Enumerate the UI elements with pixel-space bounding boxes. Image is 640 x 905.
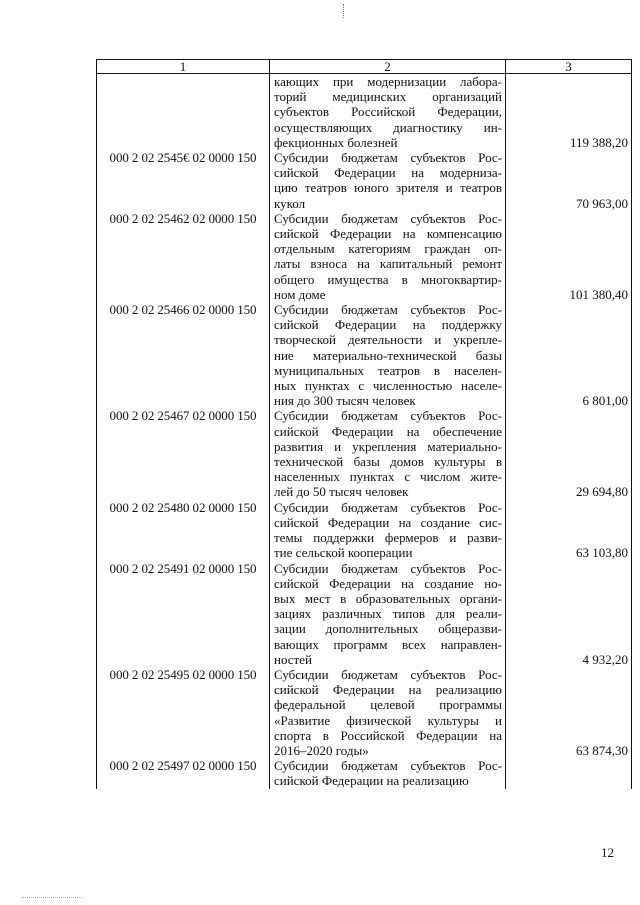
table-row xyxy=(97,74,632,151)
description-line: зации дополнительных общеразви- xyxy=(274,621,502,637)
description-line: 2016–2020 годы» xyxy=(274,742,369,758)
description-line: цию театров юного зрителя и театров xyxy=(274,180,502,196)
table-row xyxy=(97,758,632,788)
description-line: сийской Федерации на создание сис- xyxy=(274,514,502,530)
description-line: ном доме xyxy=(274,286,326,302)
row-amount: 70 963,00 xyxy=(506,150,632,211)
description-line: осуществляющих диагностику ин- xyxy=(274,119,502,135)
row-description xyxy=(270,561,506,667)
row-code: 000 2 02 25480 02 0000 150 xyxy=(97,500,270,561)
row-description xyxy=(270,150,506,211)
description-line: вых мест в образовательных органи- xyxy=(274,590,502,606)
table-row xyxy=(97,408,632,499)
description-line: федеральной целевой программы xyxy=(274,697,502,713)
description-line: фекционных болезней xyxy=(274,134,398,150)
description-line: Субсидии бюджетам субъектов Рос- xyxy=(274,302,502,318)
row-amount: 63 103,80 xyxy=(506,500,632,561)
description-line: лей до 50 тысяч человек xyxy=(274,484,409,500)
description-line: ние материально-технической базы xyxy=(274,347,502,363)
description-line: сийской Федерации на создание но- xyxy=(274,575,502,591)
row-amount: 101 380,40 xyxy=(506,211,632,302)
row-description xyxy=(270,302,506,408)
description-line: спорта в Российской Федерации на xyxy=(274,727,502,743)
description-line: сийской Федерации на обеспечение xyxy=(274,423,502,439)
row-description xyxy=(270,74,506,151)
row-code: 000 2 02 25462 02 0000 150 xyxy=(97,211,270,302)
description-line: темы поддержки фермеров и разви- xyxy=(274,530,502,546)
table-row xyxy=(97,500,632,561)
row-amount: 29 694,80 xyxy=(506,408,632,499)
row-description xyxy=(270,211,506,302)
description-line: ных пунктах с численностью населе- xyxy=(274,378,502,394)
row-code: 000 2 02 25497 02 0000 150 xyxy=(97,758,270,788)
description-line: Субсидии бюджетам субъектов Рос- xyxy=(274,210,502,226)
description-line: технической базы домов культуры в xyxy=(274,454,502,470)
row-amount: 4 932,20 xyxy=(506,561,632,667)
description-line: кающих при модернизации лабора- xyxy=(274,74,502,89)
description-line: латы взноса на капитальный ремонт xyxy=(274,256,502,272)
description-line: развития и укрепления материально- xyxy=(274,438,502,454)
table-header-row xyxy=(97,60,632,74)
description-line: сийской Федерации на компенсацию xyxy=(274,226,502,242)
description-line: торий медицинских организаций xyxy=(274,89,502,105)
description-line: кукол xyxy=(274,195,306,211)
scan-mark xyxy=(343,4,345,18)
description-line: Субсидии бюджетам субъектов Рос- xyxy=(274,150,502,166)
description-line: Субсидии бюджетам субъектов Рос- xyxy=(274,666,502,682)
description-line: ностей xyxy=(274,651,312,667)
row-amount xyxy=(506,758,632,788)
table-row xyxy=(97,150,632,211)
column-header-amount: 3 xyxy=(506,60,632,74)
row-amount: 6 801,00 xyxy=(506,302,632,408)
description-line: зациях различных типов для реали- xyxy=(274,606,502,622)
description-line: населенных пунктах с числом жите- xyxy=(274,469,502,485)
description-line: творческой деятельности и укрепле- xyxy=(274,332,502,348)
description-line: Субсидии бюджетам субъектов Рос- xyxy=(274,499,502,515)
row-code: 000 2 02 25491 02 0000 150 xyxy=(97,561,270,667)
description-line: сийской Федерации на реализацию xyxy=(274,682,502,698)
description-line: Субсидии бюджетам субъектов Рос- xyxy=(274,758,502,774)
description-line: муниципальных театров в населен- xyxy=(274,362,502,378)
row-description xyxy=(270,667,506,758)
table-row xyxy=(97,561,632,667)
row-code: 000 2 02 25495 02 0000 150 xyxy=(97,667,270,758)
row-description xyxy=(270,408,506,499)
description-line: Субсидии бюджетам субъектов Рос- xyxy=(274,408,502,424)
description-line: Субсидии бюджетам субъектов Рос- xyxy=(274,560,502,576)
column-header-code: 1 xyxy=(97,60,270,74)
budget-revenue-table xyxy=(96,59,632,789)
row-code: 000 2 02 25467 02 0000 150 xyxy=(97,408,270,499)
description-line: ния до 300 тысяч человек xyxy=(274,393,416,409)
row-amount: 63 874,30 xyxy=(506,667,632,758)
column-header-description: 2 xyxy=(270,60,506,74)
description-line: вающих программ всех направлен- xyxy=(274,636,502,652)
table-row xyxy=(97,667,632,758)
row-description xyxy=(270,758,506,788)
row-amount: 119 388,20 xyxy=(506,74,632,151)
description-line: тие сельской кооперации xyxy=(274,545,413,561)
description-line: субъектов Российской Федерации, xyxy=(274,104,502,120)
scan-artifact xyxy=(22,897,82,899)
description-line: общего имущества в многоквартир- xyxy=(274,271,502,287)
row-code xyxy=(97,74,270,151)
row-description xyxy=(270,500,506,561)
table-body xyxy=(97,74,632,789)
description-line: сийской Федерации на реализацию xyxy=(274,773,469,789)
row-code: 000 2 02 25466 02 0000 150 xyxy=(97,302,270,408)
description-line: «Развитие физической культуры и xyxy=(274,712,502,728)
row-code: 000 2 02 2545€ 02 0000 150 xyxy=(97,150,270,211)
description-line: сийской Федерации на модерниза- xyxy=(274,165,502,181)
table-row xyxy=(97,302,632,408)
description-line: сийской Федерации на поддержку xyxy=(274,317,502,333)
description-line: отдельным категориям граждан оп- xyxy=(274,241,502,257)
page-number: 12 xyxy=(601,845,614,860)
table-row xyxy=(97,211,632,302)
